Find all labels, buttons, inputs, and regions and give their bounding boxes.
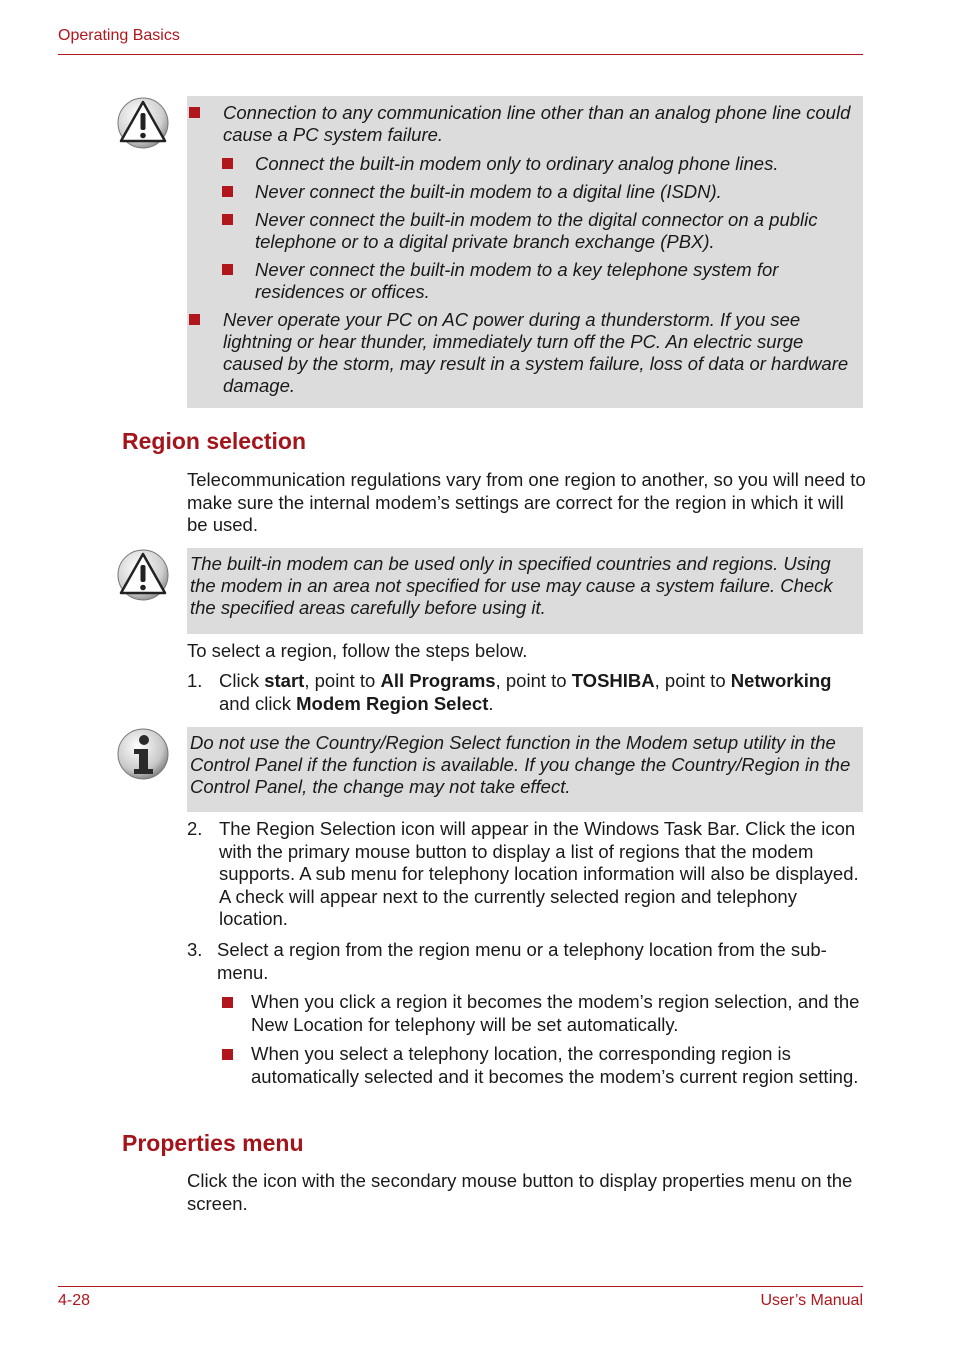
bullet-square: [222, 1049, 233, 1060]
bullet-square: [189, 314, 200, 325]
step-2: 2. The Region Selection icon will appear in the Windows Task Bar. Click the icon with the primary mouse button to display a list of regions that the modem supports. A sub menu for telephony location information will also be displayed. A check will appear next to the currently selected region and telephony location.: [187, 818, 859, 929]
bullet-square: [222, 186, 233, 197]
region-intro: Telecommunication regulations vary from one region to another, so you will need to make sure the internal modem’s settings are correct for the region in which it will be used.: [187, 469, 866, 535]
info-box: Do not use the Country/Region Select function in the Modem setup utility in the Control Panel if the function is available. If you change the Country/Region in the Control Panel, the change may not take effect.: [187, 727, 863, 812]
bullet-square: [222, 158, 233, 169]
steps-intro: To select a region, follow the steps below.: [187, 640, 528, 661]
warning-box-region: The built-in modem can be used only in specified countries and regions. Using the modem in an area not specified for use may cause a system failure. Check the specified areas carefully before using it.: [187, 548, 863, 634]
warning-subitem: Never connect the built-in modem to a digital line (ISDN).: [222, 181, 855, 203]
bullet-square: [222, 264, 233, 275]
info-icon: [116, 727, 170, 781]
header-rule: [58, 54, 863, 55]
warning-subitem: Never connect the built-in modem to a key telephone system for residences or offices.: [222, 259, 855, 303]
running-header: Operating Basics: [58, 27, 180, 44]
warning-subitem: Connect the built-in modem only to ordinary analog phone lines.: [222, 153, 855, 175]
warning-triangle-icon: [116, 548, 170, 602]
section-heading-region-selection: Region selection: [122, 428, 307, 454]
section-heading-properties-menu: Properties menu: [122, 1130, 304, 1156]
footer-rule: [58, 1286, 863, 1287]
warning-box-modem: [187, 96, 863, 408]
bullet-square: [222, 997, 233, 1008]
manual-title: User’s Manual: [760, 1292, 863, 1309]
warning-subitem: Never connect the built-in modem to the digital connector on a public telephone or to a digital private branch exchange (PBX).: [222, 209, 855, 253]
step-3: 3. Select a region from the region menu or a telephony location from the sub-menu.: [187, 939, 827, 983]
page-number: 4-28: [58, 1292, 91, 1309]
step-3-bullet: When you select a telephony location, the corresponding region is automatically selected and it becomes the modem’s current region setting.: [187, 1043, 867, 1088]
properties-text: Click the icon with the secondary mouse button to display properties menu on the screen.: [187, 1170, 853, 1214]
warning-triangle-icon: [116, 96, 170, 150]
step-3-bullet: When you click a region it becomes the modem’s region selection, and the New Location for telephony will be set automatically.: [187, 991, 867, 1036]
bullet-square: [222, 214, 233, 225]
step-1: 1. Click start, point to All Programs, point to TOSHIBA, point to Networking and click Modem Region Select.: [187, 670, 832, 714]
warning-item: Connection to any communication line other than an analog phone line could cause a PC system failure.: [189, 102, 855, 146]
bullet-square: [189, 107, 200, 118]
warning-item: Never operate your PC on AC power during a thunderstorm. If you see lightning or hear thunder, immediately turn off the PC. An electric surge caused by the storm, may result in a system failure, loss of data or hardware damage.: [189, 309, 855, 397]
